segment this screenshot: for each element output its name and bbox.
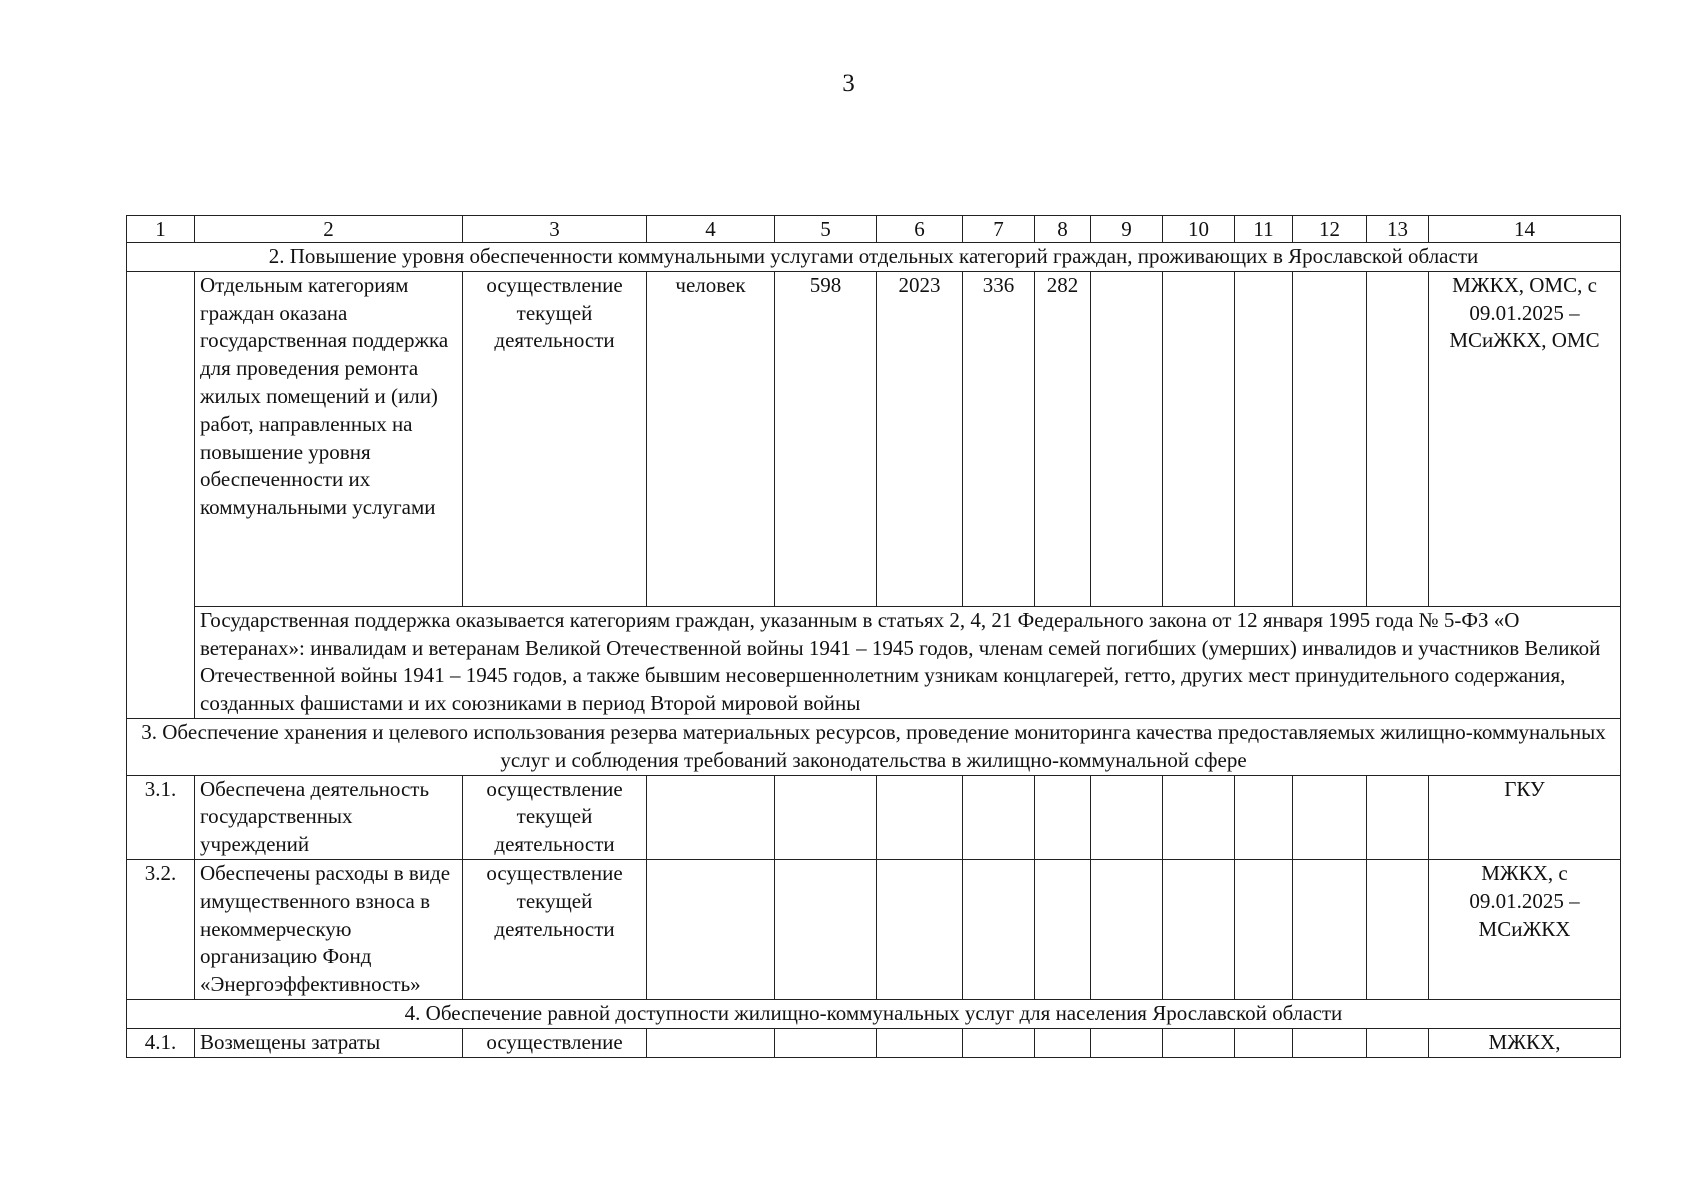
value-cell: 598 (775, 271, 877, 606)
value-cell (775, 859, 877, 999)
value-cell (647, 859, 775, 999)
column-number: 8 (1035, 216, 1091, 243)
value-cell (1235, 1028, 1293, 1057)
column-number: 9 (1091, 216, 1163, 243)
section-title: 4. Обеспечение равной доступности жилищно-коммунальных услуг для населения Ярославской области (127, 999, 1621, 1028)
value-cell (877, 859, 963, 999)
table-row (127, 775, 1621, 859)
responsible-cell: МЖКХ, с 09.01.2025 – МСиЖКХ (1429, 859, 1621, 999)
result-cell: Возмещены затраты (195, 1028, 463, 1057)
section-header-row (127, 718, 1621, 775)
column-number: 11 (1235, 216, 1293, 243)
value-cell (963, 859, 1035, 999)
section-title: 3. Обеспечение хранения и целевого использования резерва материальных ресурсов, проведение мониторинга качества предоставляемых жилищно-коммунальных услуг и соблюдения требований законодательства в жилищно-коммунальной сфере (127, 718, 1621, 775)
value-cell (1293, 1028, 1367, 1057)
value-cell (1035, 1028, 1091, 1057)
value-cell (1035, 859, 1091, 999)
value-cell (1367, 859, 1429, 999)
column-number: 2 (195, 216, 463, 243)
page-number: 3 (842, 70, 855, 97)
row-number: 3.2. (127, 859, 195, 999)
value-cell (1091, 859, 1163, 999)
value-cell (1163, 271, 1235, 606)
result-cell: Обеспечены расходы в виде имущественного взноса в некоммерческую организацию Фонд «Энергоэффективность» (195, 859, 463, 999)
type-cell: осуществление текущей деятельности (463, 859, 647, 999)
column-number: 3 (463, 216, 647, 243)
section-title: 2. Повышение уровня обеспеченности коммунальными услугами отдельных категорий граждан, проживающих в Ярославской области (127, 243, 1621, 272)
column-number: 5 (775, 216, 877, 243)
value-cell (1091, 1028, 1163, 1057)
value-cell (1367, 271, 1429, 606)
column-number-row (127, 216, 1621, 243)
column-number: 13 (1367, 216, 1429, 243)
value-cell (963, 1028, 1035, 1057)
responsible-cell: МЖКХ, ОМС, с 09.01.2025 – МСиЖКХ, ОМС (1429, 271, 1621, 606)
value-cell (1091, 775, 1163, 859)
value-cell (877, 775, 963, 859)
type-cell: осуществление текущей деятельности (463, 775, 647, 859)
value-cell (1367, 775, 1429, 859)
row-number: 3.1. (127, 775, 195, 859)
type-cell: осуществление текущей деятельности (463, 271, 647, 606)
unit-cell: человек (647, 271, 775, 606)
program-table (126, 215, 1621, 1058)
value-cell (1293, 859, 1367, 999)
column-number: 6 (877, 216, 963, 243)
row-number (127, 271, 195, 718)
section-header-row (127, 243, 1621, 272)
table-row (127, 859, 1621, 999)
column-number: 14 (1429, 216, 1621, 243)
value-cell (775, 1028, 877, 1057)
result-cell: Отдельным категориям граждан оказана государственная поддержка для проведения ремонта жилых помещений и (или) работ, направленных на повышение уровня обеспеченности их коммунальными услугами (195, 271, 463, 606)
value-cell (1235, 775, 1293, 859)
value-cell: 282 (1035, 271, 1091, 606)
column-number: 1 (127, 216, 195, 243)
value-cell (1293, 775, 1367, 859)
column-number: 10 (1163, 216, 1235, 243)
value-cell (1235, 271, 1293, 606)
responsible-cell: ГКУ (1429, 775, 1621, 859)
value-cell: 2023 (877, 271, 963, 606)
value-cell (1163, 775, 1235, 859)
value-cell: 336 (963, 271, 1035, 606)
row-number: 4.1. (127, 1028, 195, 1057)
value-cell (775, 775, 877, 859)
value-cell (647, 775, 775, 859)
type-cell: осуществление (463, 1028, 647, 1057)
value-cell (1163, 1028, 1235, 1057)
column-number: 4 (647, 216, 775, 243)
value-cell (1293, 271, 1367, 606)
value-cell (1367, 1028, 1429, 1057)
value-cell (1163, 859, 1235, 999)
table-row (127, 271, 1621, 606)
value-cell (647, 1028, 775, 1057)
column-number: 12 (1293, 216, 1367, 243)
value-cell (963, 775, 1035, 859)
value-cell (877, 1028, 963, 1057)
value-cell (1235, 859, 1293, 999)
section-header-row (127, 999, 1621, 1028)
column-number: 7 (963, 216, 1035, 243)
note-text: Государственная поддержка оказывается категориям граждан, указанным в статьях 2, 4, 21 Федерального закона от 12 января 1995 года № 5-ФЗ «О ветеранах»: инвалидам и ветеранам Великой Отечественной войны 1941 – 1945 годов, членам семей погибших (умерших) инвалидов и участников Великой Отечественной войны 1941 – 1945 годов, а также бывшим несовершеннолетним узникам концлагерей, гетто, других мест принудительного содержания, созданных фашистами и их союзниками в период Второй мировой войны (195, 606, 1621, 718)
table-row (127, 1028, 1621, 1057)
value-cell (1035, 775, 1091, 859)
result-cell: Обеспечена деятельность государственных учреждений (195, 775, 463, 859)
note-row (127, 606, 1621, 718)
value-cell (1091, 271, 1163, 606)
responsible-cell: МЖКХ, (1429, 1028, 1621, 1057)
